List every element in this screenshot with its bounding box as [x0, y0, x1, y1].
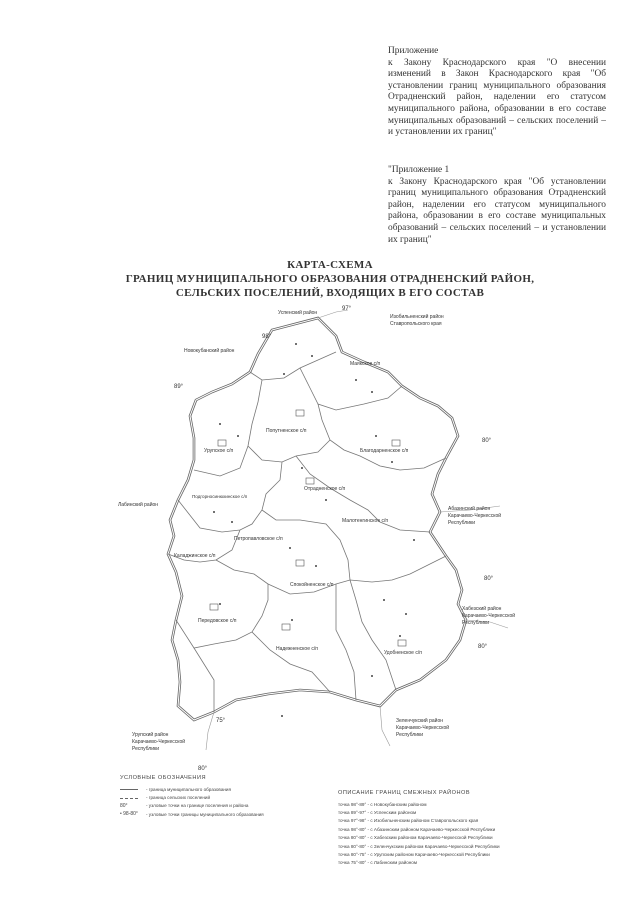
node-marker: 89°	[174, 384, 184, 390]
neighbor-label: Республики	[132, 746, 159, 752]
annex-block-2	[388, 165, 606, 246]
neighbor-label: Карачаево-Черкесской	[462, 613, 516, 619]
legend-symbol: 80°	[120, 802, 128, 809]
neighbor-label: Хабезский район	[462, 606, 502, 612]
legend-text: - граница муниципального образования	[146, 786, 231, 792]
neighbor-label: Республики	[448, 520, 475, 526]
neighbor-label: Новокубанский район	[184, 348, 235, 354]
settlement-label: Удобненское с/п	[384, 650, 422, 656]
node-marker: 80°	[478, 644, 488, 650]
legend-symbol: • 98-80°	[120, 811, 138, 818]
settlement-label: Каладжинское с/п	[174, 553, 216, 559]
settlement-label: Благодарненское с/п	[360, 448, 409, 454]
annex-text: к Закону Краснодарского края "О внесении изменений в Закон Краснодарского края "Об установлении границ муниципального образования Отрадненский район, наделении его статусом муниципального района, образовании в его составе муниципальных образований – сельских поселений – и установлении их границ"	[388, 57, 606, 138]
neighbor-label: Абазинский район	[448, 506, 491, 512]
description-row: точка 75°-80° - с Лабинским районом	[338, 860, 418, 866]
boundary-description	[338, 790, 598, 867]
node-marker: 98°	[262, 334, 272, 340]
legend-heading: УСЛОВНЫЕ ОБОЗНАЧЕНИЯ	[120, 775, 207, 781]
legend-row	[120, 793, 320, 801]
settlement-label: Урупское с/п	[204, 448, 234, 454]
settlement-label: Подгорносинюхинское с/п	[192, 494, 248, 499]
description-row: точка 80°-80° - с Хабезским районом Карачаево-Черкесской Республики	[338, 835, 493, 841]
external-lines	[206, 310, 508, 750]
node-marker: 75°	[216, 718, 226, 724]
node-marker: 80°	[482, 438, 492, 444]
description-row: точка 80°-80° - с Зеленчукским районом Карачаево-Черкесской Республики	[338, 843, 500, 849]
node-marker: 80°	[484, 576, 494, 582]
settlement-label: Спокойненское с/п	[290, 582, 334, 588]
annex-heading: Приложение	[388, 46, 439, 56]
settlement-boundaries	[168, 352, 446, 712]
description-row: точка 97°-98° - с Изобильненским районом Ставропольского края	[338, 818, 479, 824]
neighbor-label: Урупский район	[132, 732, 169, 738]
legend-text: - узловые точки границы муниципального образования	[146, 811, 264, 817]
settlement-label: Надежненское с/п	[276, 646, 318, 652]
legend-row	[120, 802, 320, 810]
description-row: точка 89°-97° - с Успенским районом	[338, 810, 417, 816]
map-subtitle-1: ГРАНИЦ МУНИЦИПАЛЬНОГО ОБРАЗОВАНИЯ ОТРАДНЕНСКИЙ РАЙОН,	[125, 273, 535, 285]
legend-row	[120, 810, 320, 818]
legend-text: - узловые точки на границе поселения и района	[146, 803, 249, 809]
neighbor-label: Зеленчукский район	[396, 718, 444, 724]
neighbor-label: Республики	[396, 732, 423, 738]
legend	[120, 775, 320, 819]
settlement-label: Петропавловское с/п	[234, 536, 283, 542]
settlement-centers	[210, 410, 406, 646]
settlement-label: Передовское с/п	[198, 618, 237, 624]
neighbor-label: Карачаево-Черкесской	[396, 725, 450, 731]
neighbor-label: Лабинский район	[118, 502, 159, 508]
settlement-label: Отрадненское с/п	[304, 486, 346, 492]
node-marker: 80°	[198, 766, 208, 770]
district-map	[0, 300, 640, 770]
legend-text: - граница сельских поселений	[146, 795, 211, 801]
description-row: точка 98°-89° - с Новокубанским районом	[338, 801, 427, 807]
neighbor-label: Карачаево-Черкесской	[132, 739, 186, 745]
settlement-label: Маякское с/п	[350, 361, 381, 367]
neighbor-label: Ставропольского края	[390, 321, 442, 327]
neighbor-label: Республики	[462, 620, 489, 626]
description-row: точка 98°-80° - с Абазинским районом Карачаево-Черкесской Республики	[338, 826, 496, 832]
legend-row	[120, 785, 320, 793]
settlement-label: Малотенгинское с/п	[342, 518, 389, 524]
description-heading: ОПИСАНИЕ ГРАНИЦ СМЕЖНЫХ РАЙОНОВ	[338, 790, 471, 796]
map-subtitle-2: СЕЛЬСКИХ ПОСЕЛЕНИЙ, ВХОДЯЩИХ В ЕГО СОСТАВ	[175, 287, 485, 299]
neighbor-label: Карачаево-Черкесской	[448, 513, 502, 519]
node-marker: 97°	[342, 306, 352, 312]
map-title: КАРТА-СХЕМА	[287, 259, 373, 271]
neighbor-label: Изобильненский район	[390, 314, 444, 320]
annex-block-1	[388, 46, 606, 139]
description-row: точка 80°-75° - с Урупским районом Карачаево-Черкесской Республики	[338, 852, 490, 858]
settlement-label: Попутненское с/п	[266, 428, 307, 434]
annex-heading: "Приложение 1	[388, 165, 450, 175]
neighbor-label: Успенский район	[278, 310, 318, 316]
district-boundary	[168, 318, 466, 720]
annex-text: к Закону Краснодарского края "Об установлении границ муниципального образования Отрадненский район, наделении его статусом муниципального района, образовании в его составе муниципальных образований – сельских поселений – и установлении их границ"	[388, 176, 606, 245]
